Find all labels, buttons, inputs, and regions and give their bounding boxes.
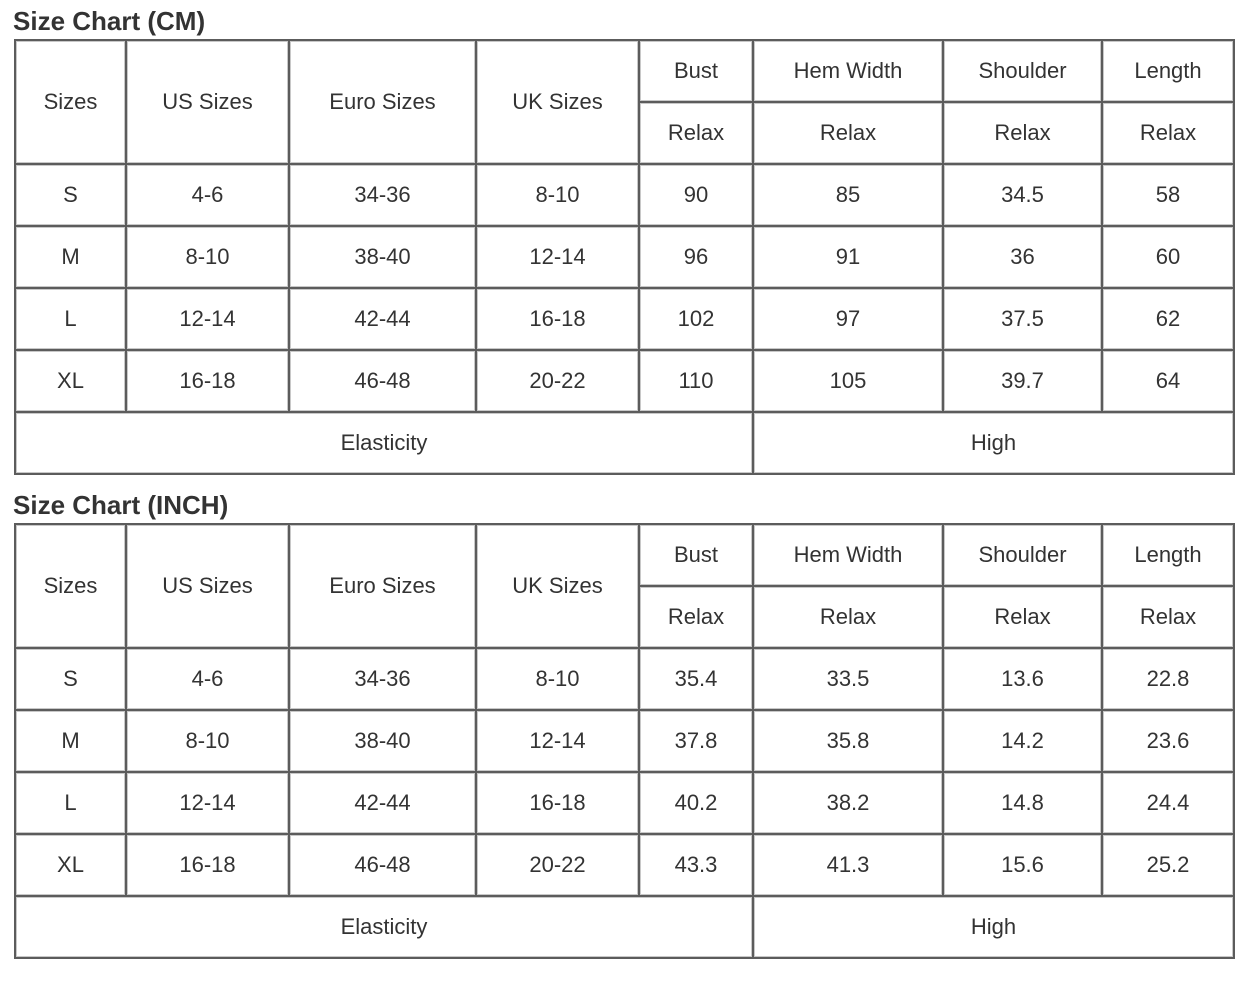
header-sizes: Sizes <box>16 525 127 649</box>
cell-shoulder: 37.5 <box>944 289 1103 351</box>
header-length: Length <box>1103 525 1235 587</box>
cell-size: L <box>16 773 127 835</box>
table-row <box>16 165 1235 227</box>
cell-shoulder: 13.6 <box>944 649 1103 711</box>
cell-hem-width: 85 <box>754 165 944 227</box>
cell-euro-size: 34-36 <box>290 649 477 711</box>
cell-uk-size: 20-22 <box>477 351 640 413</box>
cell-size: XL <box>16 835 127 897</box>
elasticity-row <box>16 897 1235 959</box>
cell-bust: 102 <box>640 289 754 351</box>
cell-euro-size: 42-44 <box>290 289 477 351</box>
cell-length: 60 <box>1103 227 1235 289</box>
header-euro-sizes: Euro Sizes <box>290 41 477 165</box>
header-sizes: Sizes <box>16 41 127 165</box>
cell-bust: 96 <box>640 227 754 289</box>
cell-hem-width: 41.3 <box>754 835 944 897</box>
cell-bust: 90 <box>640 165 754 227</box>
header-row <box>16 525 1235 587</box>
header-us-sizes: US Sizes <box>127 525 290 649</box>
cell-hem-width: 97 <box>754 289 944 351</box>
sub-header-hem-width-relax: Relax <box>754 103 944 165</box>
table-row <box>16 773 1235 835</box>
cell-shoulder: 14.8 <box>944 773 1103 835</box>
sub-header-shoulder-relax: Relax <box>944 587 1103 649</box>
cell-us-size: 8-10 <box>127 711 290 773</box>
cell-euro-size: 46-48 <box>290 351 477 413</box>
size-chart-inch-table <box>14 523 1235 959</box>
cell-hem-width: 33.5 <box>754 649 944 711</box>
header-us-sizes: US Sizes <box>127 41 290 165</box>
cell-uk-size: 16-18 <box>477 773 640 835</box>
header-hem-width: Hem Width <box>754 41 944 103</box>
header-uk-sizes: UK Sizes <box>477 41 640 165</box>
header-length: Length <box>1103 41 1235 103</box>
cell-bust: 110 <box>640 351 754 413</box>
cell-length: 24.4 <box>1103 773 1235 835</box>
cell-bust: 37.8 <box>640 711 754 773</box>
cell-euro-size: 46-48 <box>290 835 477 897</box>
cell-shoulder: 36 <box>944 227 1103 289</box>
cell-size: XL <box>16 351 127 413</box>
sub-header-length-relax: Relax <box>1103 587 1235 649</box>
header-uk-sizes: UK Sizes <box>477 525 640 649</box>
cell-hem-width: 105 <box>754 351 944 413</box>
cell-size: M <box>16 227 127 289</box>
cell-size: M <box>16 711 127 773</box>
table-row <box>16 351 1235 413</box>
cell-shoulder: 14.2 <box>944 711 1103 773</box>
cell-shoulder: 34.5 <box>944 165 1103 227</box>
size-chart-cm-table <box>14 39 1235 475</box>
cell-bust: 35.4 <box>640 649 754 711</box>
sub-header-hem-width-relax: Relax <box>754 587 944 649</box>
cell-euro-size: 38-40 <box>290 711 477 773</box>
elasticity-label: Elasticity <box>16 413 754 475</box>
header-bust: Bust <box>640 525 754 587</box>
cell-hem-width: 35.8 <box>754 711 944 773</box>
table-row <box>16 289 1235 351</box>
cell-us-size: 16-18 <box>127 351 290 413</box>
cell-size: S <box>16 165 127 227</box>
elasticity-row <box>16 413 1235 475</box>
table-row <box>16 649 1235 711</box>
cell-uk-size: 12-14 <box>477 711 640 773</box>
header-euro-sizes: Euro Sizes <box>290 525 477 649</box>
cell-us-size: 4-6 <box>127 165 290 227</box>
cell-size: S <box>16 649 127 711</box>
cell-us-size: 12-14 <box>127 289 290 351</box>
table-row <box>16 835 1235 897</box>
cell-length: 64 <box>1103 351 1235 413</box>
cell-length: 25.2 <box>1103 835 1235 897</box>
sub-header-bust-relax: Relax <box>640 587 754 649</box>
cell-uk-size: 12-14 <box>477 227 640 289</box>
cell-hem-width: 38.2 <box>754 773 944 835</box>
header-shoulder: Shoulder <box>944 41 1103 103</box>
header-bust: Bust <box>640 41 754 103</box>
table-row <box>16 711 1235 773</box>
cell-length: 23.6 <box>1103 711 1235 773</box>
elasticity-value: High <box>754 897 1235 959</box>
elasticity-value: High <box>754 413 1235 475</box>
cell-uk-size: 8-10 <box>477 649 640 711</box>
cell-euro-size: 34-36 <box>290 165 477 227</box>
cell-us-size: 12-14 <box>127 773 290 835</box>
cell-shoulder: 39.7 <box>944 351 1103 413</box>
cell-bust: 40.2 <box>640 773 754 835</box>
cell-size: L <box>16 289 127 351</box>
cell-us-size: 8-10 <box>127 227 290 289</box>
cell-length: 62 <box>1103 289 1235 351</box>
size-chart-inch-title: Size Chart (INCH) <box>13 490 229 520</box>
elasticity-label: Elasticity <box>16 897 754 959</box>
header-shoulder: Shoulder <box>944 525 1103 587</box>
cell-hem-width: 91 <box>754 227 944 289</box>
cell-length: 22.8 <box>1103 649 1235 711</box>
sub-header-bust-relax: Relax <box>640 103 754 165</box>
header-hem-width: Hem Width <box>754 525 944 587</box>
table-row <box>16 227 1235 289</box>
cell-uk-size: 20-22 <box>477 835 640 897</box>
cell-shoulder: 15.6 <box>944 835 1103 897</box>
size-chart-cm-title: Size Chart (CM) <box>13 6 206 36</box>
sub-header-shoulder-relax: Relax <box>944 103 1103 165</box>
cell-us-size: 16-18 <box>127 835 290 897</box>
cell-bust: 43.3 <box>640 835 754 897</box>
cell-euro-size: 42-44 <box>290 773 477 835</box>
cell-euro-size: 38-40 <box>290 227 477 289</box>
cell-uk-size: 16-18 <box>477 289 640 351</box>
cell-uk-size: 8-10 <box>477 165 640 227</box>
sub-header-length-relax: Relax <box>1103 103 1235 165</box>
cell-us-size: 4-6 <box>127 649 290 711</box>
cell-length: 58 <box>1103 165 1235 227</box>
header-row <box>16 41 1235 103</box>
